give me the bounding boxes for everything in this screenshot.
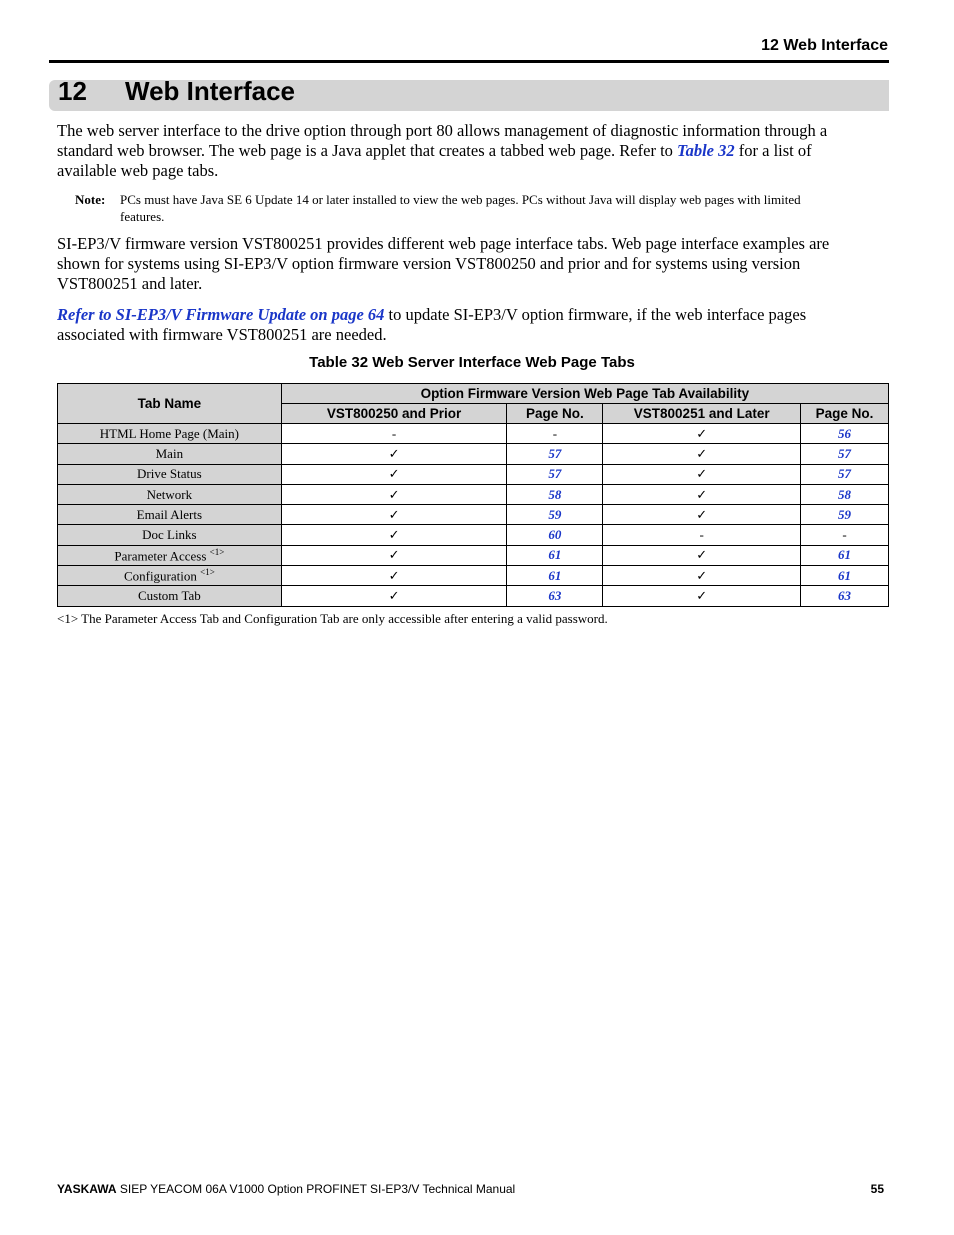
web-page-tabs-table (57, 383, 889, 607)
page-link-vst800251[interactable]: 57 (801, 464, 889, 484)
footer-text: SIEP YEACOM 06A V1000 Option PROFINET SI-EP3/V Technical Manual (116, 1182, 516, 1196)
tab-name-text: HTML Home Page (Main) (99, 425, 239, 441)
note-label: Note: (75, 192, 106, 207)
intro-paragraph (57, 121, 872, 181)
availability-vst800251-cell: ✓ (603, 586, 801, 606)
firmware-paragraph: SI-EP3/V firmware version VST800251 provides different web page interface tabs. Web page interface examples are shown for systems using SI-EP3/V option firmware version VST800250 and prior and for systems using version VST800251 and later. (57, 234, 830, 293)
header-rule (49, 60, 889, 63)
firmware-update-link[interactable]: Refer to SI-EP3/V Firmware Update on page 64 (57, 305, 385, 324)
running-header: 12 Web Interface (761, 37, 888, 54)
availability-vst800250-cell: ✓ (281, 525, 507, 545)
header-tab-name: Tab Name (58, 384, 282, 424)
page-link-vst800250[interactable]: 59 (507, 505, 603, 525)
header-page-no-b: Page No. (801, 404, 889, 424)
section-number: 12 (58, 76, 87, 106)
page-link-vst800251[interactable]: 57 (801, 444, 889, 464)
page-footer (57, 1182, 515, 1196)
tab-name-text: Network (146, 486, 193, 502)
availability-vst800250-cell: ✓ (281, 464, 507, 484)
header-vst800251: VST800251 and Later (603, 404, 801, 424)
header-vst800250: VST800250 and Prior (281, 404, 507, 424)
footer-brand: YASKAWA (57, 1182, 117, 1196)
tab-name-cell (58, 525, 282, 545)
table-row (58, 566, 889, 586)
page-link-vst800250[interactable]: 63 (507, 586, 603, 606)
intro-text-after: for a list of available web page tabs. (57, 141, 812, 180)
table-footnote: <1> The Parameter Access Tab and Configuration Tab are only accessible after entering a valid password. (57, 611, 608, 626)
tab-name-text: Drive Status (137, 466, 202, 482)
availability-vst800251-cell: ✓ (603, 444, 801, 464)
tab-name-cell (58, 566, 282, 586)
availability-vst800250-cell: ✓ (281, 586, 507, 606)
table-row (58, 525, 889, 545)
header-page-no-a: Page No. (507, 404, 603, 424)
page-link-vst800250[interactable]: 60 (507, 525, 603, 545)
page-link-vst800250: - (507, 424, 603, 444)
page-link-vst800250[interactable]: 57 (507, 444, 603, 464)
tab-name-cell (58, 464, 282, 484)
page-link-vst800251[interactable]: 61 (801, 566, 889, 586)
tab-name-text: Parameter Access (114, 548, 210, 564)
page-link-vst800251[interactable]: 58 (801, 484, 889, 504)
page-link-vst800251[interactable]: 61 (801, 545, 889, 565)
page-link-vst800251: - (801, 525, 889, 545)
update-text-after: to update SI-EP3/V option firmware, if the web interface pages associated with firmware VST800251 are needed. (57, 305, 807, 344)
page-link-vst800250[interactable]: 58 (507, 484, 603, 504)
table-row (58, 484, 889, 504)
footnote-ref: <1> (200, 567, 215, 578)
availability-vst800250-cell: ✓ (281, 505, 507, 525)
page-number: 55 (870, 1182, 884, 1196)
tab-name-text: Doc Links (142, 527, 197, 543)
tab-name-text: Email Alerts (136, 506, 203, 522)
availability-vst800250-cell: - (281, 424, 507, 444)
page-link-vst800251[interactable]: 59 (801, 505, 889, 525)
tab-name-cell (58, 484, 282, 504)
footnote-ref: <1> (209, 546, 225, 557)
tab-name-cell (58, 424, 282, 444)
table-row (58, 545, 889, 565)
tab-name-cell (58, 586, 282, 606)
tab-name-cell (58, 545, 282, 565)
availability-vst800251-cell: ✓ (603, 484, 801, 504)
table-row (58, 424, 889, 444)
availability-vst800251-cell: ✓ (603, 545, 801, 565)
availability-vst800251-cell: ✓ (603, 505, 801, 525)
header-availability-group: Option Firmware Version Web Page Tab Availability (281, 384, 888, 404)
table-caption: Table 32 Web Server Interface Web Page Tabs (309, 354, 635, 371)
tab-name-text: Configuration (123, 568, 201, 584)
availability-vst800251-cell: ✓ (603, 424, 801, 444)
table-row (58, 505, 889, 525)
availability-vst800250-cell: ✓ (281, 566, 507, 586)
tab-name-cell (58, 444, 282, 464)
tab-name-cell (58, 505, 282, 525)
section-title: Web Interface (125, 76, 296, 106)
table-row (58, 444, 889, 464)
note-text: PCs must have Java SE 6 Update 14 or later installed to view the web pages. PCs without Java will display web pages with limited features. (120, 192, 801, 224)
availability-vst800250-cell: ✓ (281, 484, 507, 504)
page-link-vst800250[interactable]: 61 (507, 545, 603, 565)
table-row (58, 464, 889, 484)
page-link-vst800251[interactable]: 63 (801, 586, 889, 606)
page-link-vst800250[interactable]: 61 (507, 566, 603, 586)
availability-vst800251-cell: ✓ (603, 464, 801, 484)
availability-vst800251-cell: - (603, 525, 801, 545)
page-link-vst800251[interactable]: 56 (801, 424, 889, 444)
tab-name-text: Custom Tab (137, 588, 201, 604)
table-row (58, 586, 889, 606)
availability-vst800250-cell: ✓ (281, 545, 507, 565)
tab-name-text: Main (155, 445, 184, 461)
availability-vst800250-cell: ✓ (281, 444, 507, 464)
availability-vst800251-cell: ✓ (603, 566, 801, 586)
table-32-link[interactable]: Table 32 (677, 141, 735, 160)
intro-text-before: The web server interface to the drive option through port 80 allows management of diagnostic information through a standard web browser. The web page is a Java applet that creates a tabbed web page. Refer to (57, 121, 828, 160)
update-paragraph (57, 305, 872, 345)
page-link-vst800250[interactable]: 57 (507, 464, 603, 484)
